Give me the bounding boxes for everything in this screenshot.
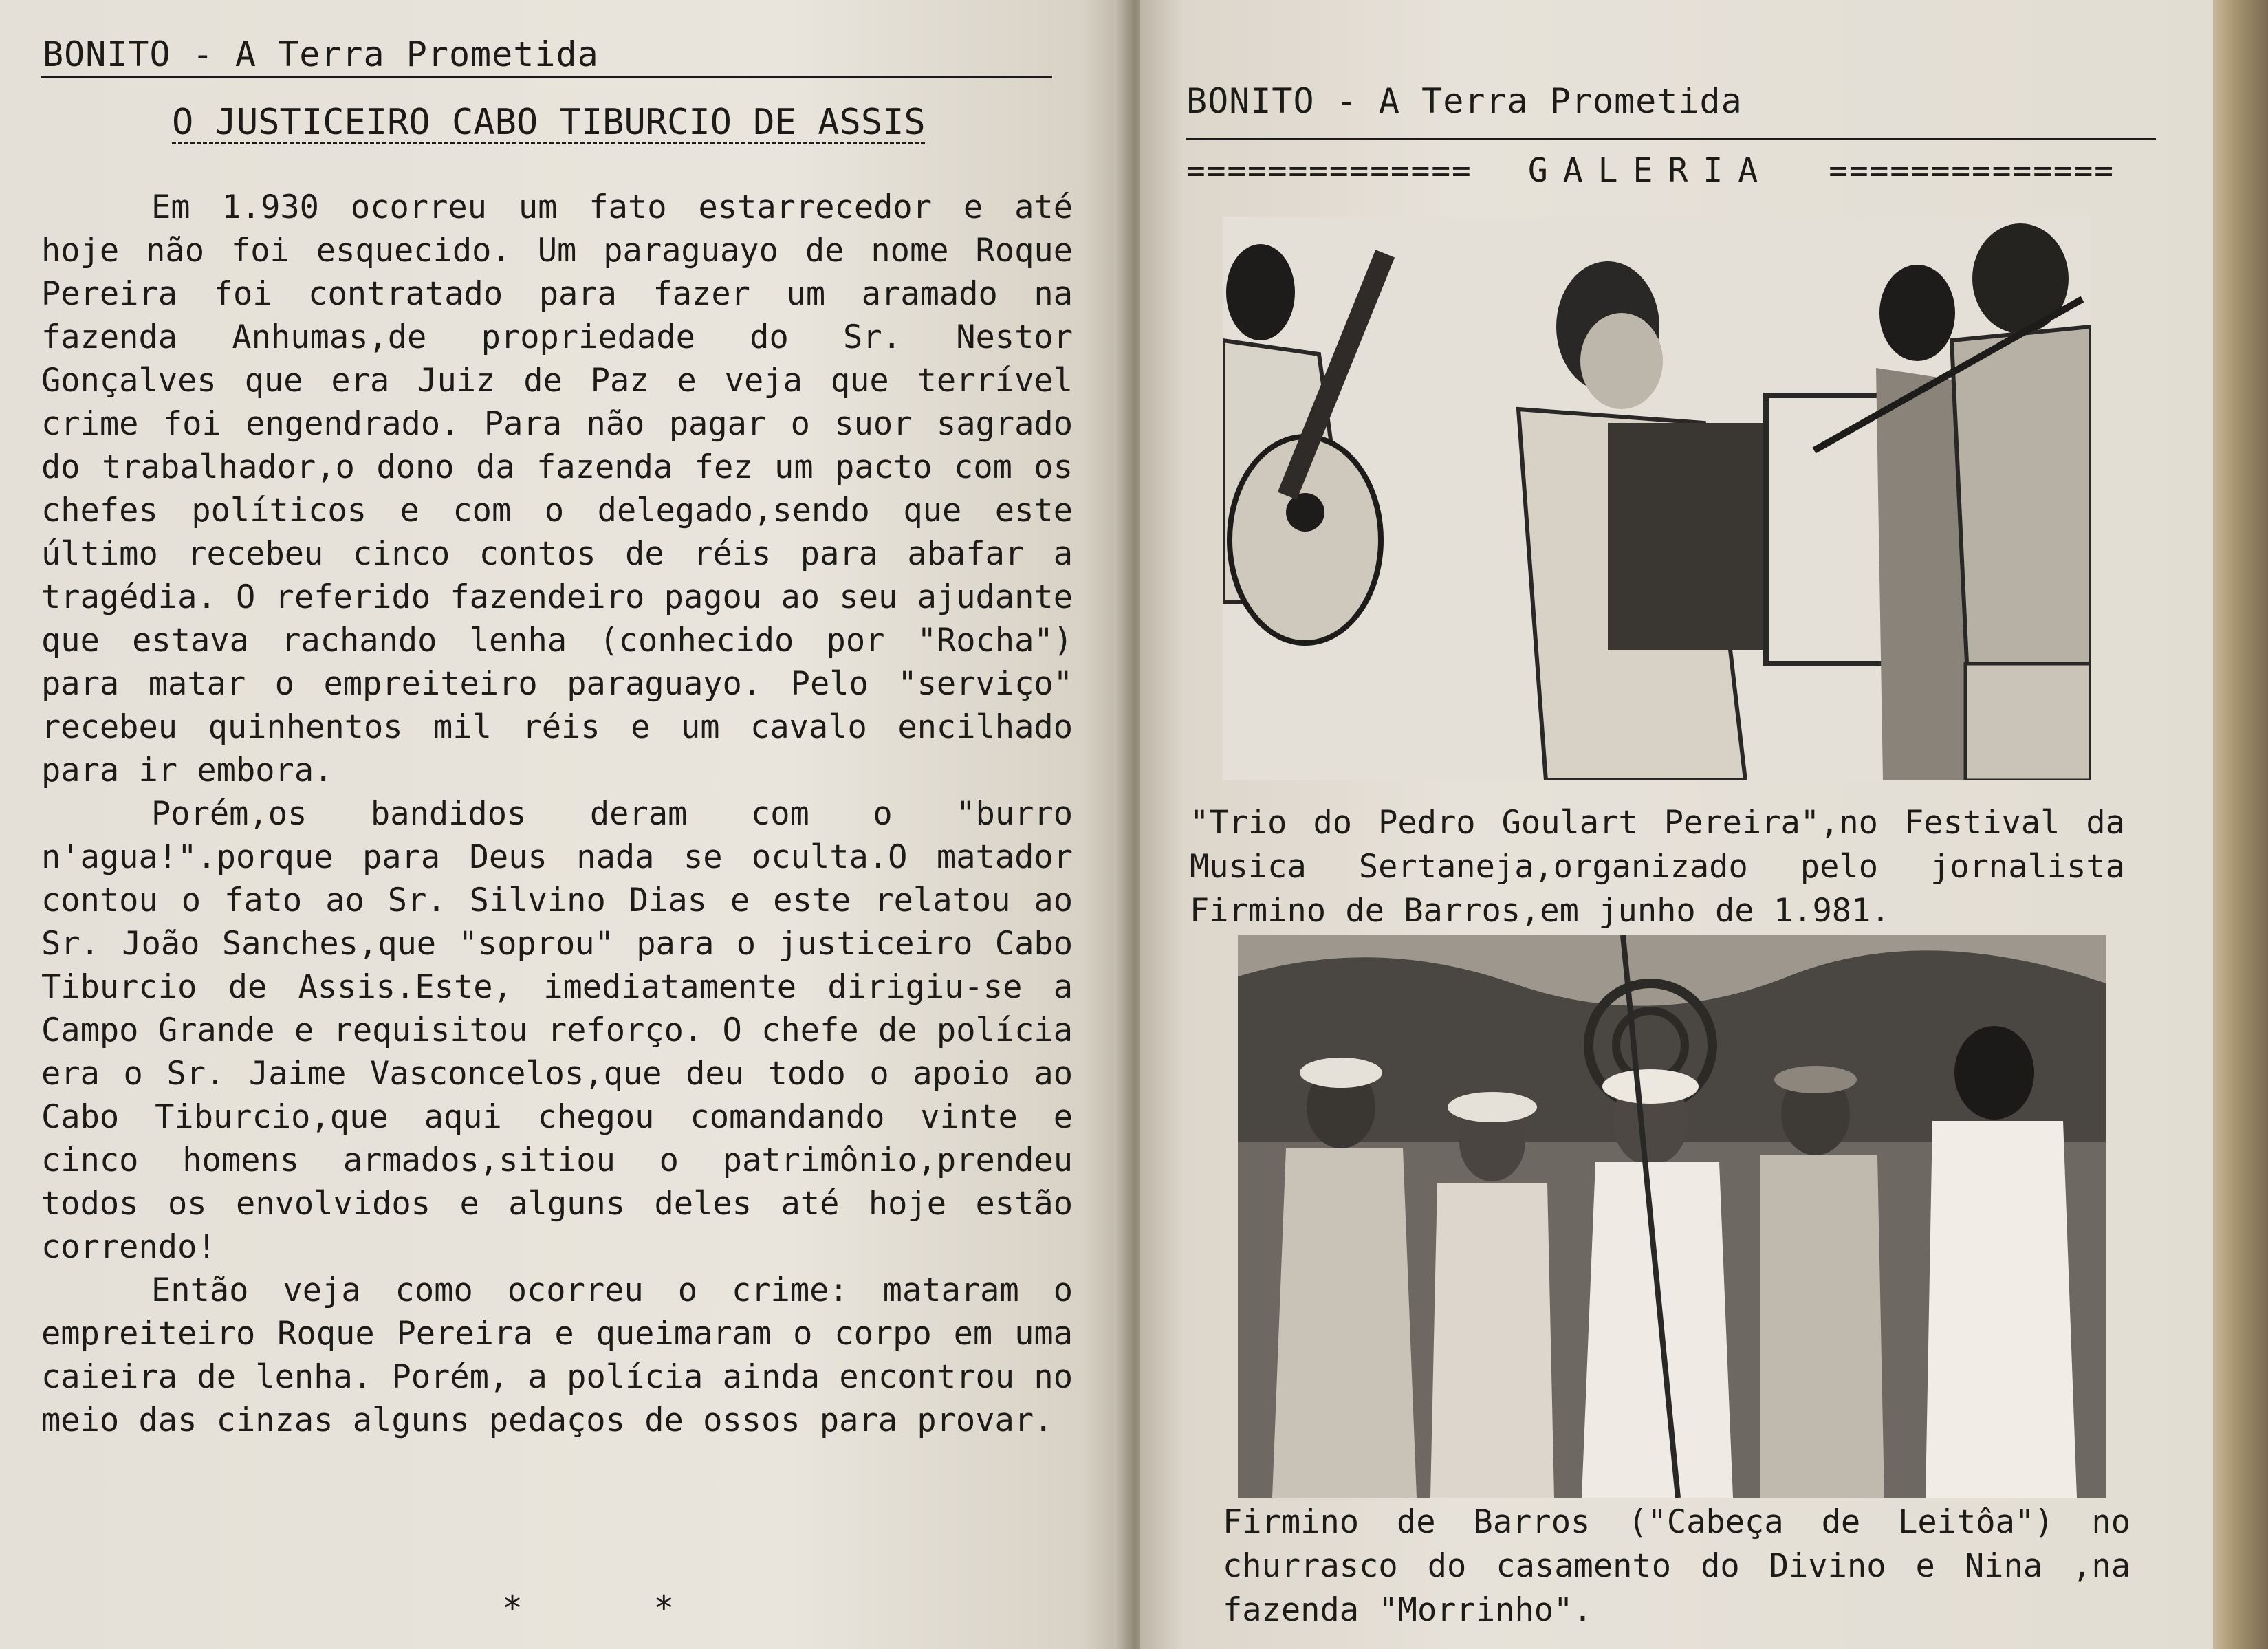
gallery-title: GALERIA [1527, 151, 1774, 190]
photo-1-caption: "Trio do Pedro Goulart Pereira",no Festival da Musica Sertaneja,organizado pelo jornalista Firmino de Barros,em junho de 1.981. [1190, 804, 2125, 930]
page-stack-edge [2213, 0, 2268, 1649]
photo-barbecue-group [1238, 935, 2106, 1498]
article-body [41, 186, 1073, 1442]
gallery-left-rule: ============== [1186, 152, 1472, 189]
paragraph-2: Porém,os bandidos deram com o "burro n'agua!".porque para Deus nada se oculta.O matador contou o fato ao Sr. Silvino Dias e este relatou ao Sr. João Sanches,que "soprou" para o justiceiro Cabo Tiburcio de Assis.Este, imediatamente dirigiu-se a Campo Grande e requisitou reforço. O chefe de polícia era o Sr. Jaime Vasconcelos,que deu todo o apoio ao Cabo Tiburcio,que aqui chegou comandando vinte e cinco homens armados,sitiou o patrimônio,prendeu todos os envolvidos e alguns deles até hoje estão correndo! [41, 795, 1073, 1266]
right-header-rule [1186, 138, 2156, 140]
gallery-right-rule: ============== [1829, 152, 2115, 189]
paragraph-3: Então veja como ocorreu o crime: mataram o empreiteiro Roque Pereira e queimaram o corpo em uma caieira de lenha. Porém, a polícia ainda encontrou no meio das cinzas alguns pedaços de ossos para provar. [41, 1271, 1073, 1439]
gallery-heading [1186, 151, 2115, 190]
left-header-rule [41, 76, 1052, 78]
paragraph-1: Em 1.930 ocorreu um fato estarrecedor e até hoje não foi esquecido. Um paraguayo de nome Roque Pereira foi contratado para fazer um aramado na fazenda Anhumas,de propriedade do Sr. Nestor Gonçalves que era Juiz de Paz e veja que terrível crime foi engendrado. Para não pagar o suor sagrado do trabalhador,o dono da fazenda fez um pacto com os chefes políticos e com o delegado,sendo que este último recebeu cinco contos de réis para abafar a tragédia. O referido fazendeiro pagou ao seu ajudante que estava rachando lenha (conhecido por "Rocha") para matar o empreiteiro paraguayo. Pelo "serviço" recebeu quinhentos mil réis e um cavalo encilhado para ir embora. [41, 188, 1073, 789]
left-running-header: BONITO - A Terra Prometida [43, 34, 599, 74]
photo-2-caption: Firmino de Barros ("Cabeça de Leitôa") no churrasco do casamento do Divino e Nina ,na fazenda "Morrinho". [1223, 1503, 2130, 1629]
right-running-header: BONITO - A Terra Prometida [1186, 81, 1743, 121]
end-mark: * * [502, 1588, 730, 1628]
article-title: O JUSTICEIRO CABO TIBURCIO DE ASSIS [172, 102, 926, 143]
left-page [0, 0, 1128, 1649]
photo-trio-musicians [1223, 217, 2091, 780]
